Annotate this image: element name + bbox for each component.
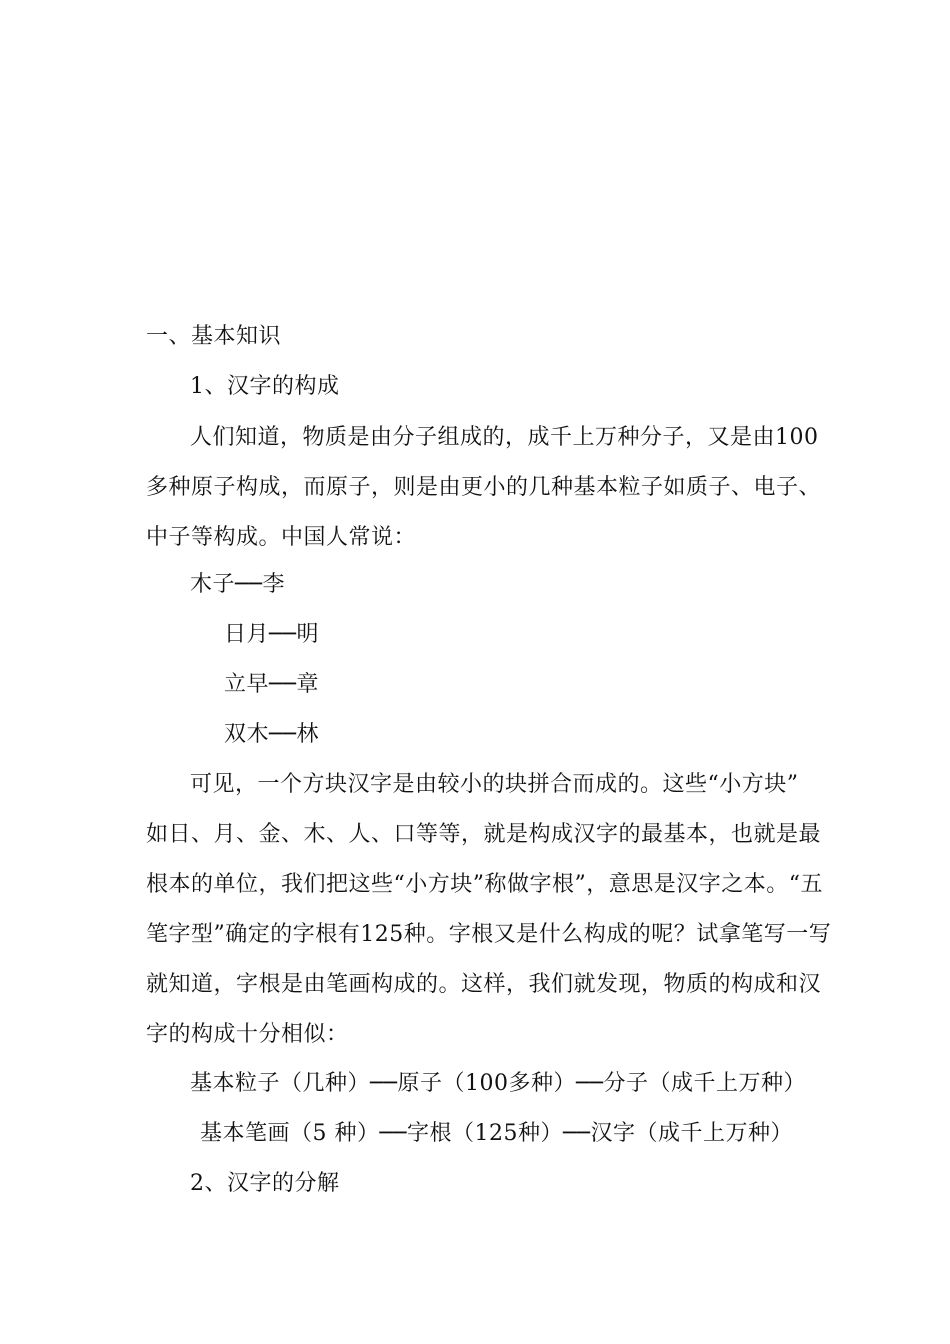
example-li: 木子──李: [190, 572, 285, 597]
comparison-particles: 基本粒子（几种）──原子（100多种）──分子（成千上万种）: [190, 1071, 806, 1096]
paragraph-1-line-1: 人们知道，物质是由分子组成的，成千上万种分子，又是由100: [190, 425, 819, 450]
comparison-strokes: 基本笔画（5 种）──字根（125种）──汉字（成千上万种）: [200, 1121, 793, 1146]
paragraph-2-line-1: 可见，一个方块汉字是由较小的块拼合而成的。这些“小方块”: [190, 772, 799, 797]
example-ming: 日月──明: [224, 622, 319, 647]
example-zhang: 立早──章: [224, 672, 319, 697]
example-lin: 双木──林: [224, 722, 319, 747]
paragraph-2-line-4: 笔字型”确定的字根有125种。字根又是什么构成的呢？试拿笔写一写: [146, 922, 832, 947]
paragraph-2-line-2: 如日、月、金、木、人、口等等，就是构成汉字的最基本，也就是最: [146, 822, 822, 847]
paragraph-1-line-2: 多种原子构成，而原子，则是由更小的几种基本粒子如质子、电子、: [146, 475, 822, 500]
paragraph-2-line-6: 字的构成十分相似：: [146, 1022, 349, 1047]
section-heading: 一、基本知识: [146, 324, 282, 349]
paragraph-2-line-3: 根本的单位，我们把这些“小方块”称做字根”，意思是汉字之本。“五: [146, 872, 823, 897]
subsection-title-1: 1、汉字的构成: [190, 374, 340, 399]
paragraph-1-line-3: 中子等构成。中国人常说：: [146, 525, 417, 550]
subsection-title-2: 2、汉字的分解: [190, 1171, 340, 1196]
paragraph-2-line-5: 就知道，字根是由笔画构成的。这样，我们就发现，物质的构成和汉: [146, 972, 822, 997]
